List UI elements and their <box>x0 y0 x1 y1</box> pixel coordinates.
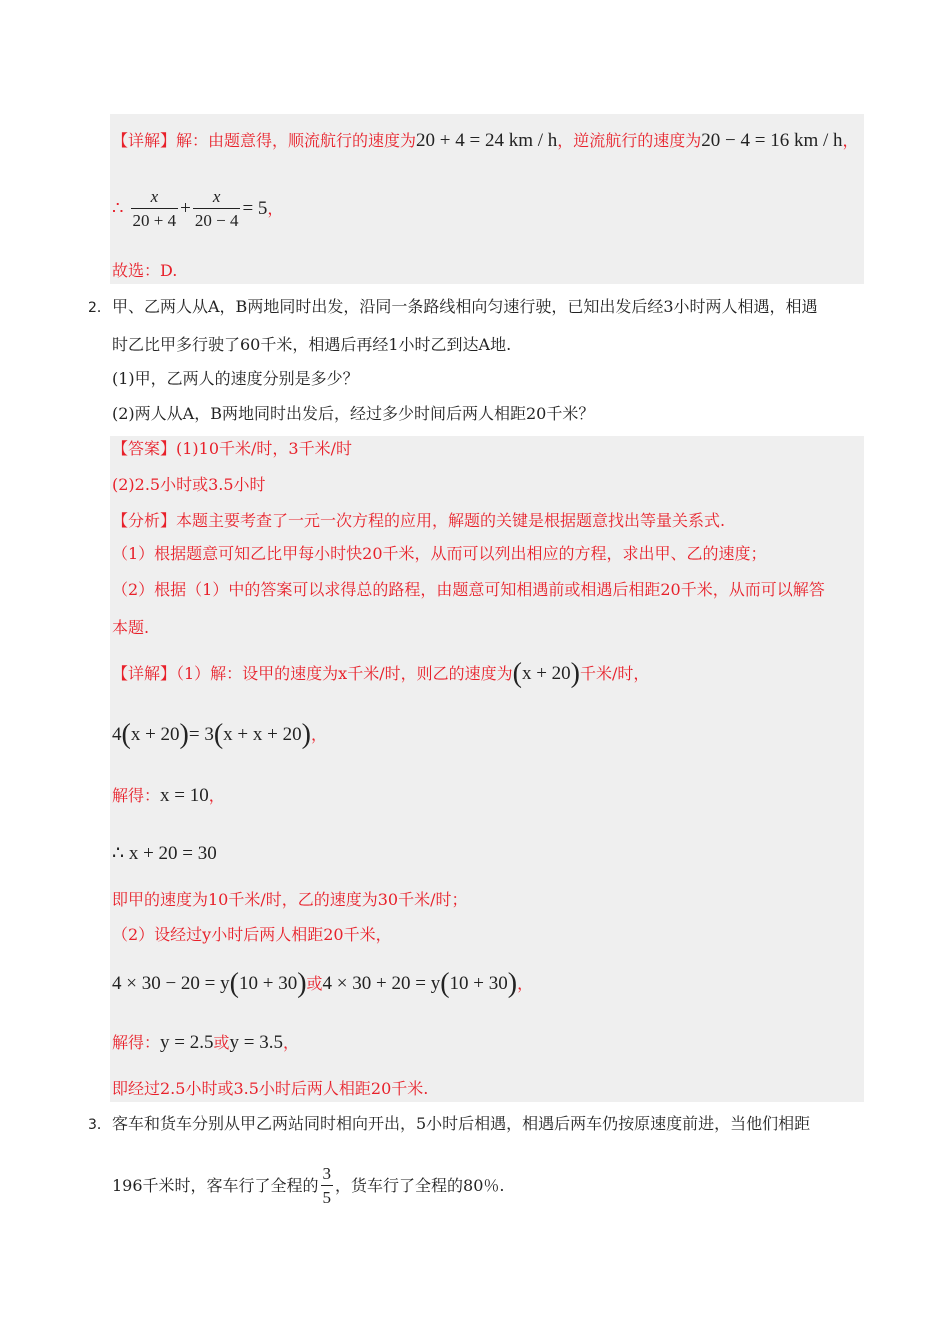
q2-conclusion: 即经过2.5小时或3.5小时后两人相距20千米. <box>112 1079 429 1098</box>
q2-detail1: 【详解】（1）解：设甲的速度为x千米/时，则乙的速度为(x + 20)千米/时， <box>112 658 650 689</box>
q2-line1: 甲、乙两人从A，B两地同时出发，沿同一条路线相向匀速行驶，已知出发后经3小时两人相遇，相遇 <box>112 297 818 316</box>
q2-part2-line: （2）设经过y小时后两人相距20千米， <box>112 925 392 944</box>
q2-number: 2． <box>88 300 111 316</box>
p1-equation: ∴ $\frac{x}{20 + 4}$ + $\frac{x}{20 - 4}$ = 5， <box>112 187 284 230</box>
q2-line2: 时乙比甲多行驶了60千米，相遇后再经1小时乙到达A地. <box>112 335 512 354</box>
p1-choice: 故选：D. <box>112 261 178 280</box>
q2-solve2: 解得：y = 2.5或y = 3.5， <box>112 1032 299 1053</box>
q2-analysis3: （2）根据（1）中的答案可以求得总的路程，由题意可知相遇前或相遇后相距20千米，从而可以解答 <box>112 580 825 599</box>
q2-sub1: (1)甲，乙两人的速度分别是多少？ <box>112 369 359 388</box>
q2-therefore: ∴ x + 20 = 30 <box>112 843 217 864</box>
q3-line2: 196千米时，客车行了全程的 $\frac{3}{5}$ ，货车行了全程的80％. <box>112 1164 505 1207</box>
q2-solve1: 解得：x = 10， <box>112 785 225 806</box>
p1-detail-line: 【详解】解：由题意得，顺流航行的速度为20 + 4 = 24 km / h，逆流航行的速度为20 − 4 = 16 km / h， <box>112 130 859 151</box>
q2-analysis1: 【分析】本题主要考查了一元一次方程的应用，解题的关键是根据题意找出等量关系式. <box>112 511 726 530</box>
q2-analysis4: 本题. <box>112 618 150 637</box>
q2-speed-line: 即甲的速度为10千米/时，乙的速度为30千米/时； <box>112 890 468 909</box>
q2-eq1: 4(x + 20)= 3(x + x + 20)， <box>112 719 327 750</box>
detail-box-2 <box>110 436 864 1102</box>
q2-eq2: 4 × 30 − 20 = y(10 + 30)或4 × 30 + 20 = y(10 + 30)， <box>112 968 534 999</box>
q3-line1: 客车和货车分别从甲乙两站同时相向开出，5小时后相遇，相遇后两车仍按原速度前进，当他们相距 <box>112 1114 811 1133</box>
q2-analysis2: （1）根据题意可知乙比甲每小时快20千米，从而可以列出相应的方程，求出甲、乙的速度； <box>112 544 767 563</box>
q2-answer2: (2)2.5小时或3.5小时 <box>112 475 266 494</box>
q2-answer1: 【答案】(1)10千米/时，3千米/时 <box>112 439 352 458</box>
q2-sub2: (2)两人从A，B两地同时出发后，经过多少时间后两人相距20千米？ <box>112 404 595 423</box>
q3-number: 3． <box>88 1117 111 1133</box>
